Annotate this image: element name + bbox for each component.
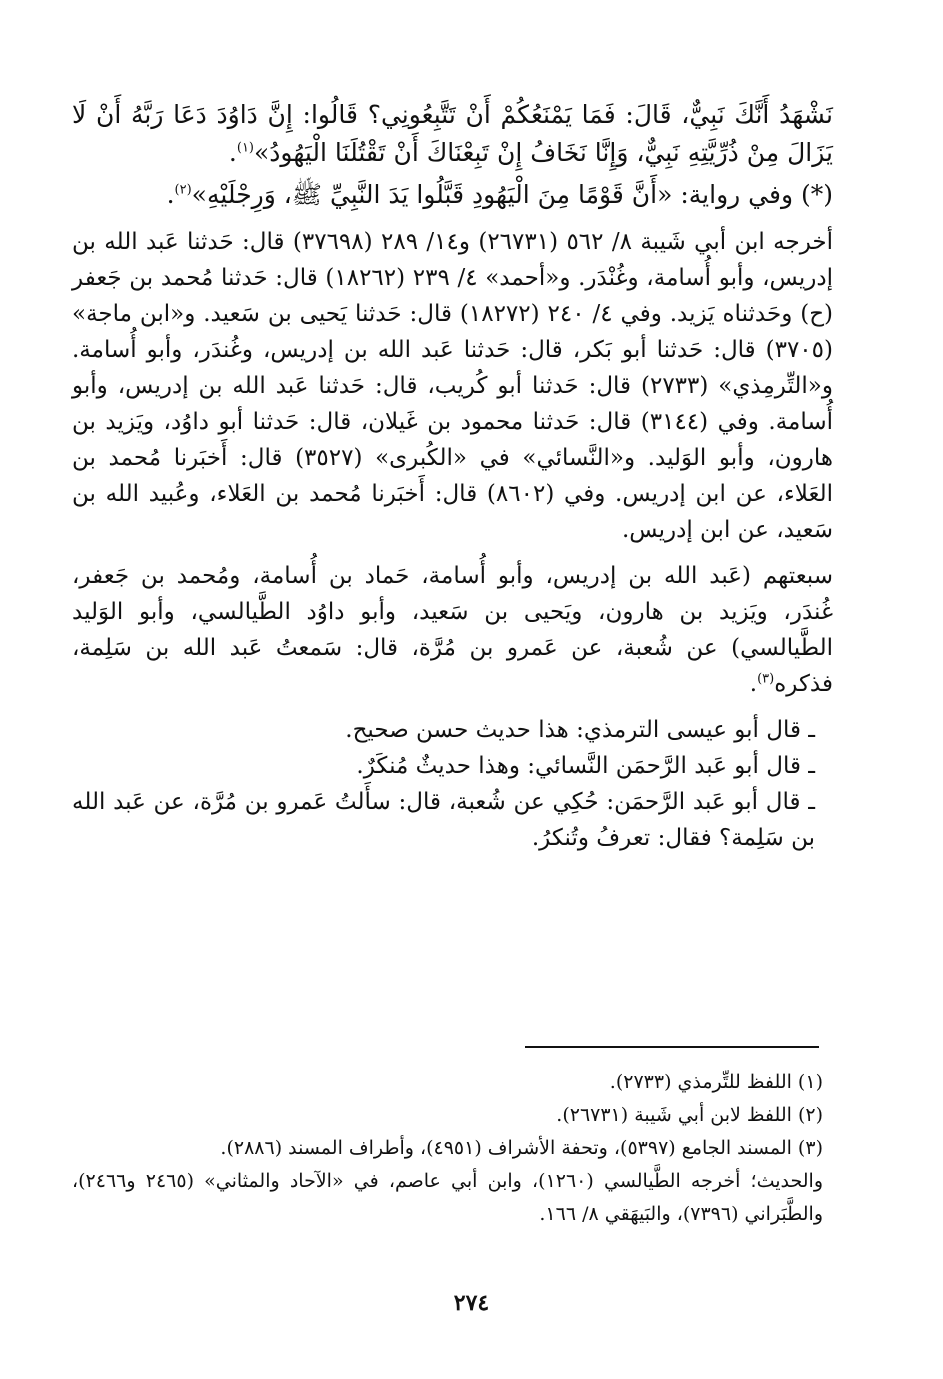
riwaya-body: (*) وفي رواية: «أَنَّ قَوْمًا مِنَ الْيَهُودِ قَبَّلُوا يَدَ النَّبِيِّ ﷺ، وَرِجْلَيْهِ» — [191, 180, 833, 209]
hadith-end: . — [228, 138, 237, 167]
footnote-ref-1: (١) — [236, 140, 254, 156]
footnotes — [72, 1066, 823, 1231]
footnote-3: (٣) المسند الجامع (٥٣٩٧)، وتحفة الأشراف (٤٩٥١)، وأطراف المسند (٢٨٨٦). — [220, 1137, 823, 1159]
page-number: ٢٧٤ — [453, 1290, 490, 1316]
footnote-2: (٢) اللفظ لابن أبي شَيبة (٢٦٧٣١). — [556, 1104, 823, 1126]
footnote-ref-3: (٣) — [757, 671, 775, 687]
main-text — [72, 96, 833, 856]
riwaya-end: . — [166, 180, 175, 209]
sabatuhum-body: سبعتهم (عَبد الله بن إدريس، وأبو أُسامة، حَماد بن أُسامة، ومُحمد بن جَعفر، غُندَر، ويَزيد بن هارون، ويَحيى بن سَعيد، وأبو داوُد الطَّيالسي، وأبو الوَليد الطَّيالسي) عن شُعبة، عن عَمرو بن مُرَّة، قال: سَمعتُ عَبد الله بن سَلِمة، فذكره — [72, 563, 833, 697]
takhrij-paragraph: أخرجه ابن أبي شَيبة ٨/ ٥٦٢ (٢٦٧٣١) و١٤/ ٢٨٩ (٣٧٦٩٨) قال: حَدثنا عَبد الله بن إدريس، وأبو أُسامة، وغُنْدَر. و«أحمد» ٤/ ٢٣٩ (١٨٢٦٢) قال: حَدثنا مُحمد بن جَعفر (ح) وحَدثناه يَزيد. وفي ٤/ ٢٤٠ (١٨٢٧٢) قال: حَدثنا يَحيى بن سَعيد. و«ابن ماجة» (٣٧٠٥) قال: حَدثنا أبو بَكر، قال: حَدثنا عَبد الله بن إدريس، وغُندَر، وأبو أُسامة. و«التِّرمِذي» (٢٧٣٣) قال: حَدثنا أبو كُريب، قال: حَدثنا عَبد الله بن إدريس، وأبو أُسامة. وفي (٣١٤٤) قال: حَدثنا محمود بن غَيلان، قال: حَدثنا أبو داوُد، ويَزيد بن هارون، وأبو الوَليد. و«النَّسائي» في «الكُبرى» (٣٥٢٧) قال: أَخبَرنا مُحمد بن العَلاء، عن ابن إدريس. وفي (٨٦٠٢) قال: أَخبَرنا مُحمد بن العَلاء، وعُبيد الله بن سَعيد، عن ابن إدريس. — [72, 229, 834, 543]
comment-nasai: ـ قال أبو عَبد الرَّحمَن النَّسائي: وهذا حديثٌ مُنكَرٌ. — [356, 753, 815, 779]
comment-shuba: ـ قال أبو عَبد الرَّحمَن: حُكِي عن شُعبة، قال: سأَلتُ عَمرو بن مُرَّة، عن عَبد الله بن سَلِمة؟ فقال: تعرفُ وتُنكرُ. — [72, 789, 815, 851]
comment-tirmidhi: ـ قال أبو عيسى الترمذي: هذا حديث حسن صحيح. — [345, 717, 815, 743]
footnote-3-continued: والحديث؛ أخرجه الطَّيالسي (١٢٦٠)، وابن أبي عاصم، في «الآحاد والمثاني» (٢٤٦٥ و٢٤٦٦)، والطَّبَراني (٧٣٩٦)، والبَيهَقي ٨/ ١٦٦. — [72, 1170, 823, 1225]
footnote-ref-2: (٢) — [174, 182, 192, 198]
riwaya-text — [72, 176, 833, 214]
footnote-divider — [525, 1046, 819, 1048]
sabatuhum-paragraph — [72, 558, 833, 702]
hadith-text — [72, 96, 833, 172]
hadith-body: نَشْهَدُ أَنَّكَ نَبِيٌّ، قَالَ: فَمَا يَمْنَعُكُمْ أَنْ تَتَّبِعُونِي؟ قَالُوا: إِنَّ دَاوُدَ دَعَا رَبَّهُ أَنْ لَا يَزَالَ مِنْ ذُرِّيَّتِهِ نَبِيٌّ، وَإِنَّا نَخَافُ إِنْ تَبِعْنَاكَ أَنْ تَقْتُلَنَا الْيَهُودُ» — [72, 100, 833, 167]
footnote-1: (١) اللفظ للتِّرمذي (٢٧٣٣). — [609, 1071, 823, 1093]
sabatuhum-end: . — [749, 671, 758, 697]
